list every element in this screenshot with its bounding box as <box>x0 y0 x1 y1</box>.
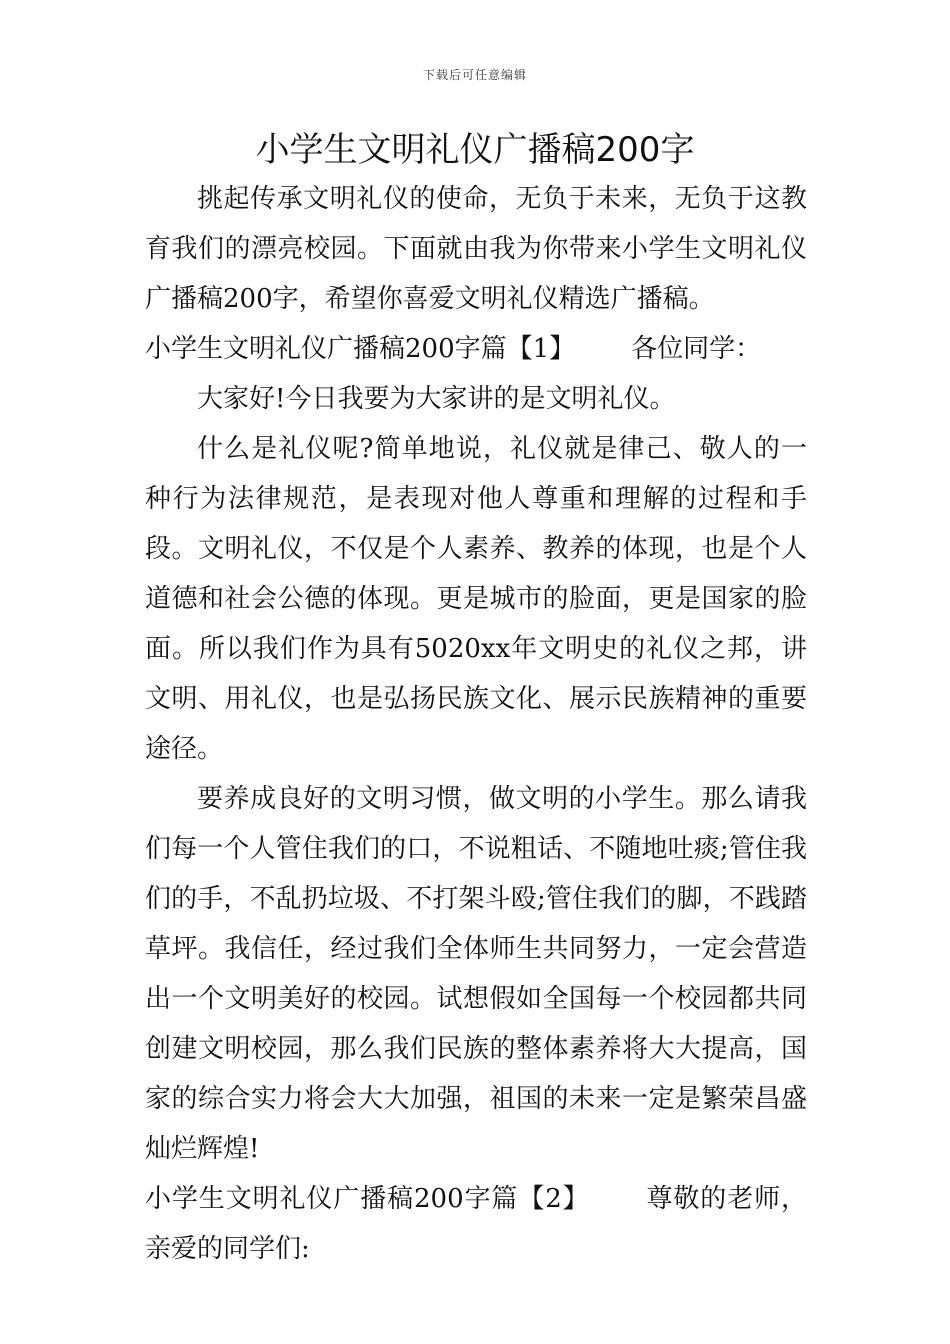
section-1-paragraph-3: 要养成良好的文明习惯，做文明的小学生。那么请我们每一个人管住我们的口，不说粗话、不随地吐痰;管住我们的手，不乱扔垃圾、不打架斗殴;管住我们的脚，不践踏草坪。我信任，经过我们全体师生共同努力，一定会营造出一个文明美好的校园。试想假如全国每一个校园都共同创建文明校园，那么我们民族的整体素养将大大提高，国家的综合实力将会大大加强，祖国的未来一定是繁荣昌盛灿烂辉煌! <box>145 784 807 1164</box>
header-note: 下载后可任意编辑 <box>422 68 527 82</box>
section-1-title: 小学生文明礼仪广播稿200字篇【1】 <box>145 334 576 364</box>
section-1-heading <box>145 324 807 374</box>
section-1-paragraph-2: 什么是礼仪呢?简单地说，礼仪就是律己、敬人的一种行为法律规范，是表现对他人尊重和理解的过程和手段。文明礼仪，不仅是个人素养、教养的体现，也是个人道德和社会公德的体现。更是城市的脸面，更是国家的脸面。所以我们作为具有5020xx年文明史的礼仪之邦，讲文明、用礼仪，也是弘扬民族文化、展示民族精神的重要途径。 <box>145 434 807 764</box>
section-2-heading <box>145 1174 807 1274</box>
document-title: 小学生文明礼仪广播稿200字 <box>255 130 695 170</box>
section-1-salutation: 各位同学： <box>631 334 762 364</box>
document-body <box>145 174 807 1274</box>
section-2-title: 小学生文明礼仪广播稿200字篇【2】 <box>145 1184 590 1214</box>
section-1-paragraph-1: 大家好!今日我要为大家讲的是文明礼仪。 <box>197 384 676 414</box>
section-2-salutation: 尊敬的老师，亲爱的同学们: <box>145 1184 807 1264</box>
intro-paragraph: 挑起传承文明礼仪的使命，无负于未来，无负于这教育我们的漂亮校园。下面就由我为你带来小学生文明礼仪广播稿200字，希望你喜爱文明礼仪精选广播稿。 <box>145 184 807 314</box>
